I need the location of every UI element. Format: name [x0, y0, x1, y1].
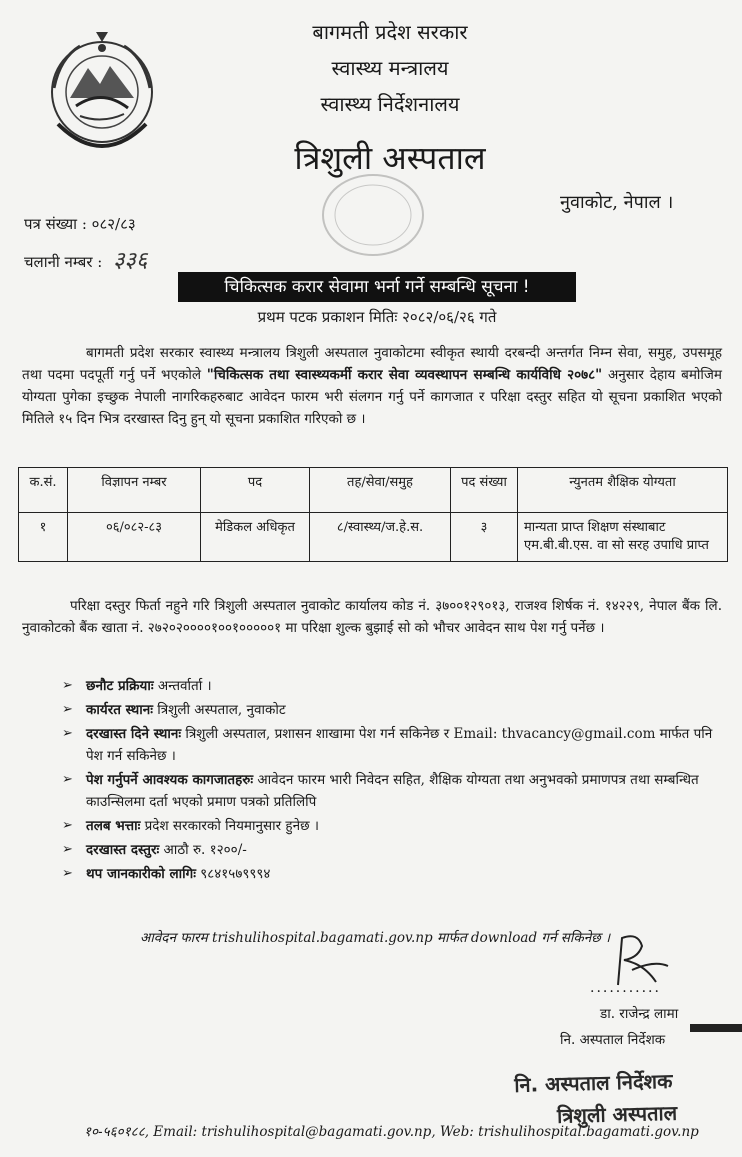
stamp-line-2: त्रिशुली अस्पताल [556, 1100, 678, 1128]
item-text: अन्तर्वार्ता । [153, 678, 212, 694]
publication-date: प्रथम पटक प्रकाशन मितिः २०८२/०६/२६ गते [257, 308, 497, 326]
table-header-row [19, 468, 728, 513]
arrow-bullet-icon: ➢ [62, 818, 73, 833]
cell-qualification: मान्यता प्राप्त शिक्षण संस्थाबाट एम.बी.बी.एस. वा सो सरह उपाधि प्राप्त [518, 513, 728, 562]
hospital-name: त्रिशुली अस्पताल [294, 139, 486, 177]
arrow-bullet-icon: ➢ [62, 726, 73, 741]
dispatch-number-row [24, 244, 147, 274]
cell-count: ३ [451, 513, 518, 562]
list-item [62, 723, 722, 767]
header-government: बागमती प्रदेश सरकार [312, 20, 468, 44]
stamp-line-1: नि. अस्पताल निर्देशक [513, 1068, 673, 1097]
nepal-emblem-icon [40, 28, 164, 152]
item-label: दरखास्त दस्तुरः [86, 842, 160, 858]
arrow-bullet-icon: ➢ [62, 678, 73, 693]
item-label: थप जानकारीको लागिः [86, 866, 196, 882]
dispatch-number: ३३६ [113, 248, 148, 273]
divider-mark [690, 1024, 742, 1032]
cell-ad-no: ०६/०८२-८३ [68, 513, 201, 562]
list-item [62, 675, 722, 697]
intro-text-a: बागमती प्रदेश सरकार स्वास्थ्य मन्त्रालय त्रिशुली अस्पताल नुवाकोटमा स्वीकृत स्थायी दरबन्दी अन्तर्गत निम्न सेवा, समुह, उपसमूह तथा पदमा पदपूर्ती गर्नु पर्ने भएकोले [22, 345, 722, 383]
list-item [62, 699, 722, 721]
intro-paragraph [22, 342, 722, 430]
col-ad-no: विज्ञापन नम्बर [68, 468, 201, 513]
list-item [62, 815, 722, 837]
col-count: पद संख्या [451, 468, 518, 513]
item-text: ९८४१५७९९९४ [195, 866, 271, 882]
item-label: तलब भत्ताः [86, 818, 141, 834]
col-sn: क.सं. [19, 468, 68, 513]
footer-contact: १०-५६०१८८, Email: trishulihospital@bagamati.gov.np, Web: trishulihospital.bagamati.gov.np [84, 1124, 699, 1140]
col-level: तह/सेवा/समुह [310, 468, 451, 513]
details-list [62, 675, 722, 887]
item-text: त्रिशुली अस्पताल, प्रशासन शाखामा पेश गर्न सकिनेछ र Email: thvacancy@gmail.com मार्फत पनि पेश गर्न सकिनेछ । [86, 726, 713, 764]
item-text: आवेदन फारम भारी निवेदन सहित, शैक्षिक योग्यता तथा अनुभवको प्रमाणपत्र तथा सम्बन्धित काउन्सिलमा दर्ता भएको प्रमाण पत्रको प्रतिलिपि [86, 772, 699, 810]
signatory-name: डा. राजेन्द्र लामा [600, 1006, 679, 1022]
hospital-location: नुवाकोट, नेपाल । [560, 192, 674, 213]
item-text: प्रदेश सरकारको नियमानुसार हुनेछ । [140, 818, 319, 834]
col-post: पद [201, 468, 310, 513]
download-note: आवेदन फारम trishulihospital.bagamati.gov.np मार्फत download गर्न सकिनेछ । [140, 930, 611, 946]
cell-post: मेडिकल अधिकृत [201, 513, 310, 562]
item-text: त्रिशुली अस्पताल, नुवाकोट [152, 702, 286, 718]
official-stamp [514, 1065, 742, 1157]
item-label: छनौट प्रक्रियाः [86, 678, 154, 694]
arrow-bullet-icon: ➢ [62, 842, 73, 857]
arrow-bullet-icon: ➢ [62, 702, 73, 717]
dispatch-label: चलानी नम्बर : [24, 253, 103, 271]
arrow-bullet-icon: ➢ [62, 866, 73, 881]
item-label: दरखास्त दिने स्थानः [86, 726, 182, 742]
intro-text-bold: "चिकित्सक तथा स्वास्थ्यकर्मी करार सेवा व्यवस्थापन सम्बन्धि कार्यविधि २०७८" [206, 367, 603, 383]
signature-line: ........... [590, 980, 661, 996]
list-item [62, 769, 722, 813]
fee-paragraph: परिक्षा दस्तुर फिर्ता नहुने गरि त्रिशुली अस्पताल नुवाकोट कार्यालय कोड नं. ३७००१२९०१३, राजश्व शिर्षक नं. १४२२९, नेपाल बैंक लि. नुवाकोटको बैंक खाता नं. २७२०२००००१००१०००००१ मा परिक्षा शुल्क बुझाई सो को भौचर आवेदन साथ पेश गर्नु पर्नेछ । [22, 598, 722, 636]
list-item [62, 839, 722, 861]
intro-text-b: अनुसार देहाय बमोजिम योग्यता पुगेका इच्छुक नेपाली नागरिकहरुबाट आवेदन फारम भरी संलगन गर्नु पर्ने कागजात र परिक्षा दस्तुर सहित यो सूचना प्रकाशित भएको मितिले १५ दिन भित्र दरखास्त दिनु हुन् यो सूचना प्रकाशित गरिएको छ । [22, 367, 722, 427]
arrow-bullet-icon: ➢ [62, 772, 73, 787]
notice-title: चिकित्सक करार सेवामा भर्ना गर्ने सम्बन्धि सूचना ! [178, 272, 576, 302]
col-qualification: न्युनतम शैक्षिक योग्यता [518, 468, 728, 513]
item-label: कार्यरत स्थानः [86, 702, 153, 718]
faded-stamp-icon [318, 170, 428, 260]
table-row [19, 513, 728, 562]
letter-number: पत्र संख्या : ०८२/८३ [24, 215, 136, 233]
signatory-title: नि. अस्पताल निर्देशक [560, 1032, 666, 1048]
list-item [62, 863, 722, 885]
vacancy-table [18, 467, 728, 562]
cell-sn: १ [19, 513, 68, 562]
header-ministry: स्वास्थ्य मन्त्रालय [331, 56, 449, 80]
item-text: आठौ रु. १२००/- [159, 842, 247, 858]
header-directorate: स्वास्थ्य निर्देशनालय [320, 92, 460, 116]
item-label: पेश गर्नुपर्ने आवश्यक कागजातहरुः [86, 772, 254, 788]
cell-level: ८/स्वास्थ्य/ज.हे.स. [310, 513, 451, 562]
